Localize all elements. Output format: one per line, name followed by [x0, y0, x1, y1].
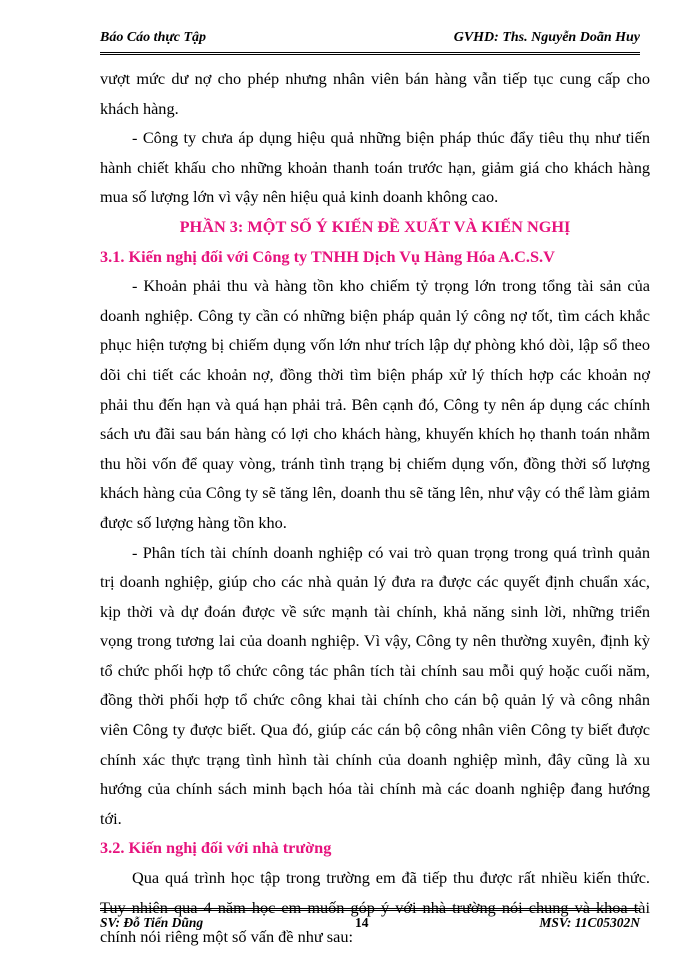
footer-student-id: MSV: 11C05302N	[539, 915, 640, 930]
section-heading-3-1: 3.1. Kiến nghị đối với Công ty TNHH Dịch Vụ Hàng Hóa A.C.S.V	[100, 246, 555, 266]
paragraph-3: - Khoản phải thu và hàng tồn kho chiếm tỷ trọng lớn trong tổng tài sản của doanh nghiệp. Công ty cần có những biện pháp quản lý công nợ tốt, tìm cách khắc phục hiện tượng bị chiếm dụng vốn lớn như trích lập dự phòng khó dòi, lập sổ theo dõi chi tiết các khoản nợ, đồng thời tìm biện pháp xử lý thích hợp các khoản nợ phải thu đến hạn và quá hạn phải trả. Bên cạnh đó, Công ty nên áp dụng các chính sách ưu đãi sau bán hàng có lợi cho khách hàng, khuyến khích họ thanh toán nhằm thu hồi vốn để quay vòng, tránh tình trạng bị chiếm dụng vốn, đồng thời số lượng khách hàng của Công ty sẽ tăng lên, doanh thu sẽ tăng lên, như vậy có thể làm giảm được số lượng hàng tồn kho.	[100, 276, 650, 532]
page-footer	[100, 915, 640, 935]
page-header	[100, 30, 640, 50]
header-rule	[100, 52, 640, 55]
footer-rule	[100, 908, 640, 911]
part-heading: PHẦN 3: MỘT SỐ Ý KIẾN ĐỀ XUẤT VÀ KIẾN NGHỊ	[179, 216, 571, 236]
paragraph-4: - Phân tích tài chính doanh nghiệp có vai trò quan trọng trong quá trình quản trị doanh nghiệp, giúp cho các nhà quản lý đưa ra được các quyết định chuẩn xác, kịp thời và dự đoán được về sức mạnh tài chính, khả năng sinh lời, những triển vọng trong tương lai của doanh nghiệp. Vì vậy, Công ty nên thường xuyên, định kỳ tổ chức phối hợp tổ chức công tác phân tích tài chính sau mỗi quý hoặc cuối năm, đồng thời phối hợp tổ chức công khai tài chính cho cán bộ quản lý và công nhân viên Công ty được biết. Qua đó, giúp các cán bộ công nhân viên Công ty biết được chính xác thực trạng tình hình tài chính của doanh nghiệp mình, đây cũng là xu hướng của chính sách minh bạch hóa tài chính mà các doanh nghiệp đang hướng tới.	[100, 542, 650, 828]
paragraph-5: Qua quá trình học tập trong trường em đã tiếp thu được rất nhiều kiến thức. Tuy nhiên qua 4 năm học em muốn góp ý với nhà trường nói chung và khoa tài chính nói riêng một số vấn đề như sau:	[100, 868, 650, 947]
paragraph-1: vượt mức dư nợ cho phép nhưng nhân viên bán hàng vẫn tiếp tục cung cấp cho khách hàng.	[100, 69, 650, 118]
section-heading-3-2: 3.2. Kiến nghị đối với nhà trường	[100, 838, 332, 858]
page-body	[100, 64, 650, 952]
page-number: 14	[355, 915, 369, 930]
header-report-title: Báo Cáo thực Tập	[100, 30, 207, 45]
header-advisor: GVHD: Ths. Nguyễn Doãn Huy	[453, 30, 640, 45]
footer-student: SV: Đỗ Tiến Dũng	[100, 915, 204, 930]
paragraph-2: - Công ty chưa áp dụng hiệu quả những biện pháp thúc đẩy tiêu thụ như tiến hành chiết khấu cho những khoản thanh toán trước hạn, giảm giá cho khách hàng mua số lượng lớn vì vậy nên hiệu quả kinh doanh không cao.	[100, 128, 650, 207]
